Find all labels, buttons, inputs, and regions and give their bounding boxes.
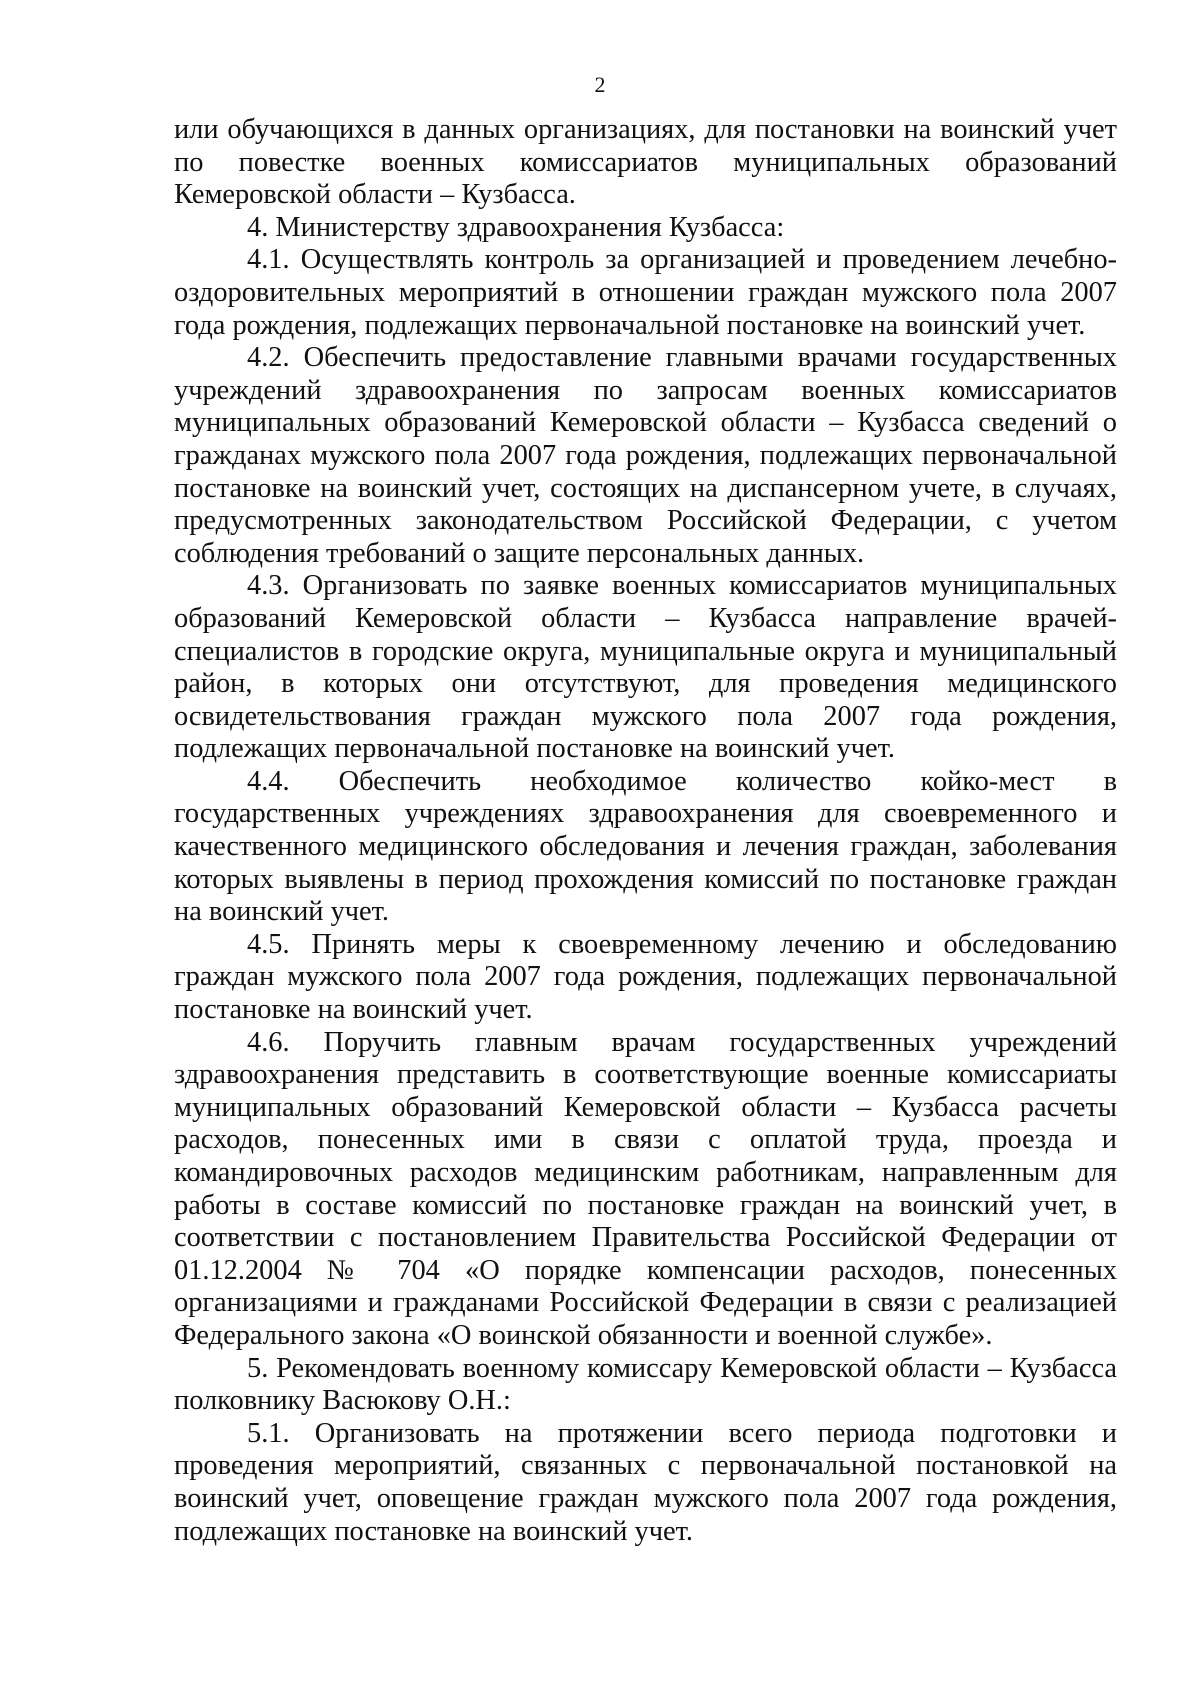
paragraph-item-4-3: 4.3. Организовать по заявке военных комиссариатов муниципальных образований Кемеровской области – Кузбасса направление врачей-специалистов в городские округа, муниципальные округа и муниципальный район, в которых они отсутствуют, для проведения медицинского освидетельствования граждан мужского пола 2007 года рождения, подлежащих первоначальной постановке на воинский учет.	[174, 570, 1117, 765]
paragraph-continuation: или обучающихся в данных организациях, для постановки на воинский учет по повестке военных комиссариатов муниципальных образований Кемеровской области – Кузбасса.	[174, 114, 1117, 211]
paragraph-item-4-6: 4.6. Поручить главным врачам государственных учреждений здравоохранения представить в соответствующие военные комиссариаты муниципальных образований Кемеровской области – Кузбасса расчеты расходов, понесенных ими в связи с оплатой труда, проезда и командировочных расходов медицинским работникам, направленным для работы в составе комиссий по постановке граждан на воинский учет, в соответствии с постановлением Правительства Российской Федерации от 01.12.2004 № 704 «О порядке компенсации расходов, понесенных организациями и гражданами Российской Федерации в связи с реализацией Федерального закона «О воинской обязанности и военной службе».	[174, 1026, 1117, 1351]
paragraph-item-5: 5. Рекомендовать военному комиссару Кемеровской области – Кузбасса полковнику Васюкову О.Н.:	[174, 1352, 1117, 1417]
paragraph-item-4-4: 4.4. Обеспечить необходимое количество койко-мест в государственных учреждениях здравоохранения для своевременного и качественного медицинского обследования и лечения граждан, заболевания которых выявлены в период прохождения комиссий по постановке граждан на воинский учет.	[174, 765, 1117, 928]
paragraph-item-4-1: 4.1. Осуществлять контроль за организацией и проведением лечебно-оздоровительных мероприятий в отношении граждан мужского пола 2007 года рождения, подлежащих первоначальной постановке на воинский учет.	[174, 244, 1117, 341]
document-body	[174, 114, 1117, 1548]
paragraph-item-4: 4. Министерству здравоохранения Кузбасса:	[247, 211, 785, 243]
paragraph-item-5-1: 5.1. Организовать на протяжении всего периода подготовки и проведения мероприятий, связанных с первоначальной постановкой на воинский учет, оповещение граждан мужского пола 2007 года рождения, подлежащих постановке на воинский учет.	[174, 1417, 1117, 1547]
page-number: 2	[594, 72, 606, 97]
paragraph-item-4-2: 4.2. Обеспечить предоставление главными врачами государственных учреждений здравоохранения по запросам военных комиссариатов муниципальных образований Кемеровской области – Кузбасса сведений о гражданах мужского пола 2007 года рождения, подлежащих первоначальной постановке на воинский учет, состоящих на диспансерном учете, в случаях, предусмотренных законодательством Российской Федерации, с учетом соблюдения требований о защите персональных данных.	[174, 342, 1117, 569]
paragraph-item-4-5: 4.5. Принять меры к своевременному лечению и обследованию граждан мужского пола 2007 года рождения, подлежащих первоначальной постановке на воинский учет.	[174, 928, 1117, 1026]
